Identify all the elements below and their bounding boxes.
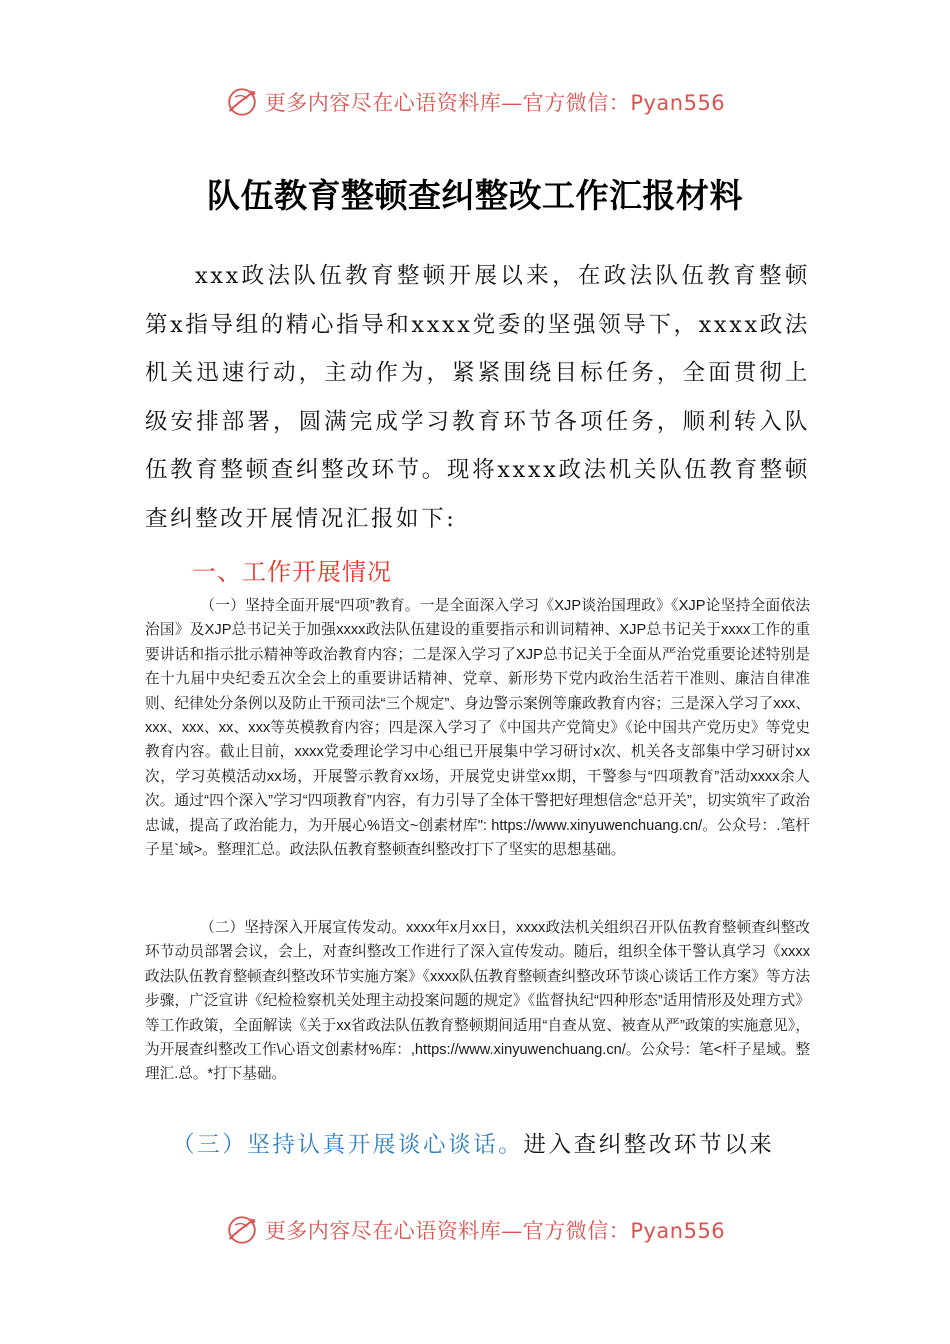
paragraph-3: [172, 1127, 822, 1159]
paragraph-1-text: （一）坚持全面开展“四项”教育。一是全面深入学习《XJP谈治国理政》《XJP论坚持全面依法治国》及XJP总书记关于加强xxxx政法队伍建设的重要指示和训词精神、XJP总书记关于xxxx工作的重要讲话和指示批示精神等政治教育内容；二是深入学习了XJP总书记关于全面从严治党重要论述特别是在十九届中央纪委五次全会上的重要讲话精神、党章、新形势下党内政治生活若干准则、廉洁自律准则、纪律处分条例以及防止干预司法“三个规定”、身边警示案例等廉政教育内容；三是深入学习了xxx、xxx、xxx、xx、xxx等英模教育内容；四是深入学习了《中国共产党简史》《论中国共产党历史》等党史教育内容。截止目前，xxxx党委理论学习中心组已开展集中学习研讨x次、机关各支部集中学习研讨xx次，学习英模活动xx场，开展警示教育xx场，开展党史讲堂xx期，干警参与“四项教育”活动xxxx余人次。通过“四个深入”学习“四项教育”内容，有力引导了全体干警把好理想信念“总开关”，切实筑牢了政治忠诚，提高了政治能力，为开展心%语文~创素材库": https://www.xinyuwenchuang.cn/。公众号：.笔杆子星`域>。整理汇总。政法队伍教育整顿查纠整改打下了坚实的思想基础。: [145, 598, 810, 859]
paragraph-2: [145, 916, 810, 1087]
watermark-banner-bottom: [0, 1210, 950, 1250]
paragraph-1: [145, 594, 810, 862]
page-title: 队伍教育整顿查纠整改工作汇报材料: [207, 176, 743, 215]
watermark-banner-top: [0, 82, 950, 122]
paragraph-3-heading: （三）坚持认真开展谈心谈话。: [172, 1132, 524, 1158]
wechat-id: Pyan556: [630, 1219, 726, 1243]
wechat-id: Pyan556: [630, 91, 726, 115]
watermark-text: 更多内容尽在心语资料库—官方微信：Pyan556: [264, 91, 726, 115]
section-heading: 一、工作开展情况: [192, 558, 392, 586]
pen-logo-icon: [225, 85, 259, 119]
watermark-text: 更多内容尽在心语资料库—官方微信：Pyan556: [264, 1219, 726, 1243]
paragraph-3-text: 进入查纠整改环节以来: [523, 1132, 775, 1158]
intro-text: xxx政法队伍教育整顿开展以来，在政法队伍教育整顿第x指导组的精心指导和xxxx党委的坚强领导下，xxxx政法机关迅速行动，主动作为，紧紧围绕目标任务，全面贯彻上级安排部署，圆满完成学习教育环节各项任务，顺利转入队伍教育整顿查纠整改环节。现将xxxx政法机关队伍教育整顿查纠整改开展情况汇报如下:: [145, 263, 810, 532]
paragraph-2-text: （二）坚持深入开展宣传发动。xxxx年x月xx日，xxxx政法机关组织召开队伍教育整顿查纠整改环节动员部署会议，会上，对查纠整改工作进行了深入宣传发动。随后，组织全体干警认真学习《xxxx政法队伍教育整顿查纠整改环节实施方案》《xxxx队伍教育整顿查纠整改环节谈心谈话工作方案》等方法步骤，广泛宣讲《纪检检察机关处理主动投案问题的规定》《监督执纪“四种形态”适用情形及处理方式》等工作政策，全面解读《关于xx省政法队伍教育整顿期间适用“自查从宽、被查从严”政策的实施意见》，为开展查纠整改工作\心语文创素材%库：,https://www.xinyuwenchuang.cn/。公众号：笔<杆子星域。整理汇.总。*打下基础。: [145, 920, 810, 1083]
pen-logo-icon: [225, 1213, 259, 1247]
intro-paragraph: [145, 252, 810, 543]
